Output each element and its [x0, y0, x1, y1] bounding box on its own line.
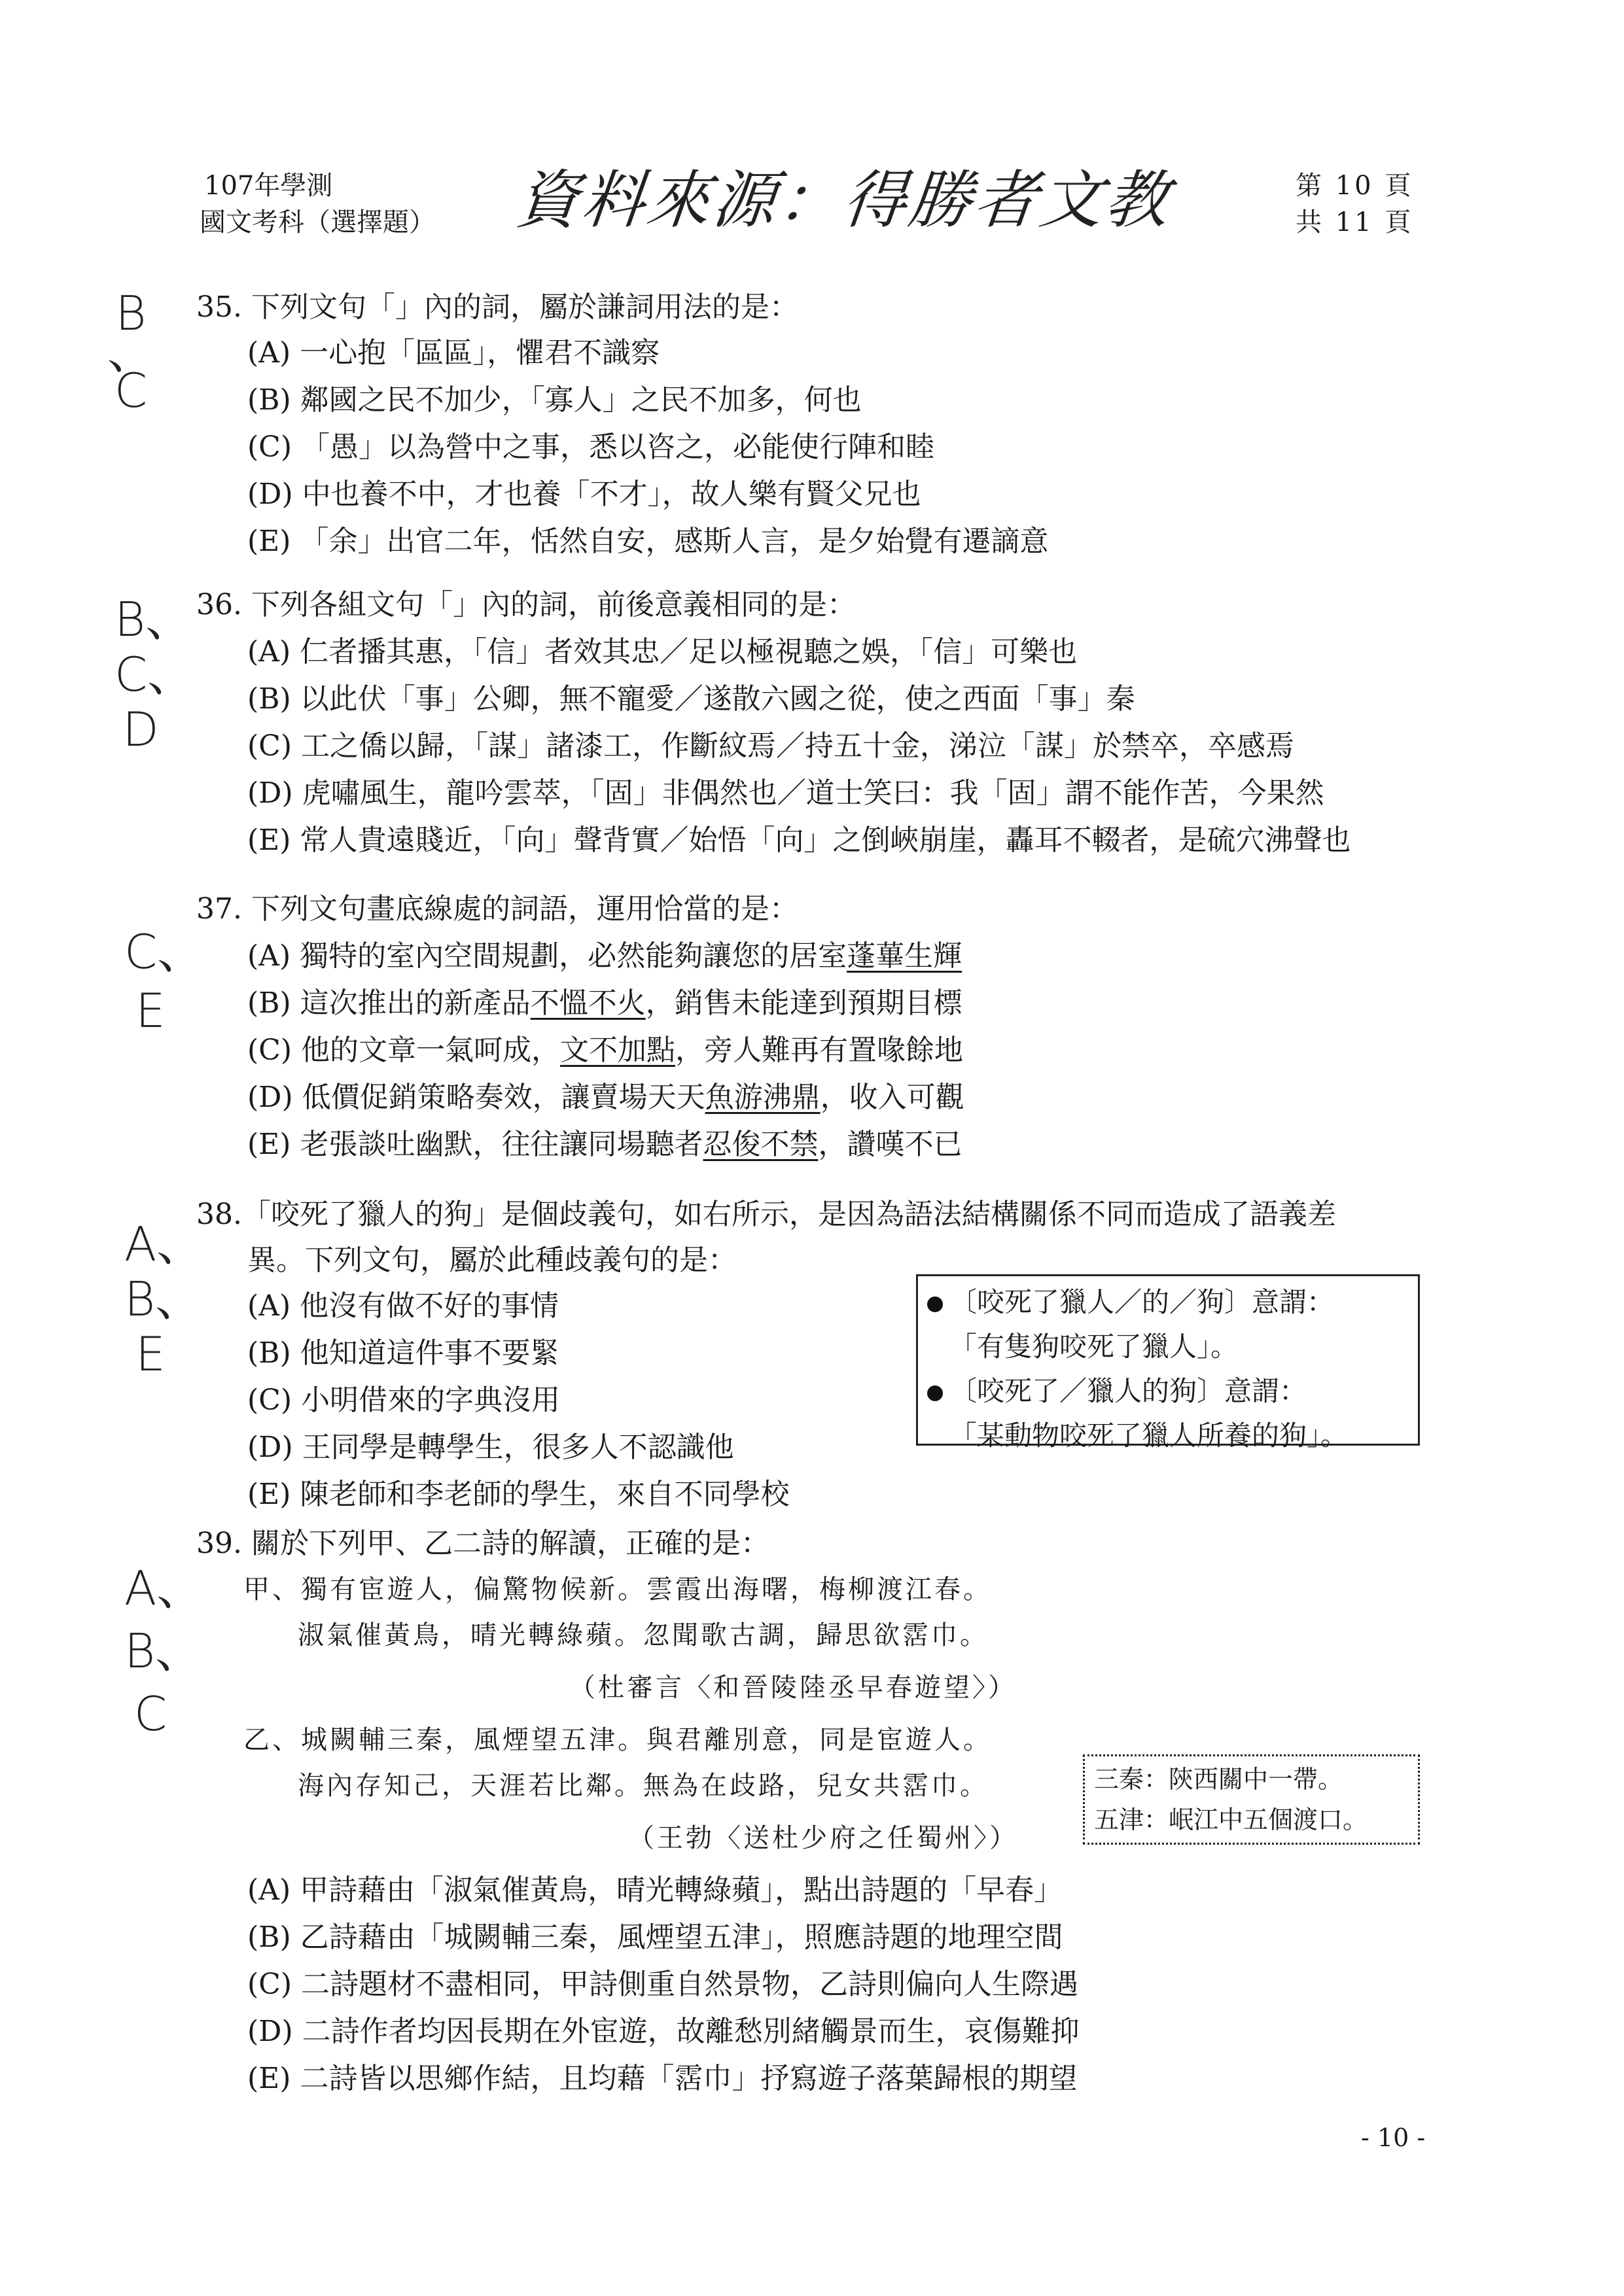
- box-line-1: 〔咬死了獵人／的／狗〕意謂：: [949, 1286, 1335, 1318]
- place-name-note-box: [1083, 1754, 1420, 1845]
- poem-yi-line2: 海內存知己，天涯若比鄰。無為在歧路，兒女共霑巾。: [298, 1771, 989, 1801]
- q36-option-d: (D) 虎嘯風生，龍吟雲萃，「固」非偶然也／道士笑曰：我「固」謂不能作苦，今果然: [247, 776, 1324, 810]
- question-37-stem: 37. 下列文句畫底線處的詞語，運用恰當的是：: [196, 892, 798, 926]
- answer-mark-q39: A、 B、 C: [124, 1561, 204, 1741]
- q38-option-a: (A) 他沒有做不好的事情: [247, 1289, 559, 1323]
- q38-option-c: (C) 小明借來的字典沒用: [247, 1383, 560, 1417]
- ambiguity-explanation-box: [916, 1274, 1420, 1452]
- q39-option-a: (A) 甲詩藉由「淑氣催黃鳥，晴光轉綠蘋」，點出詩題的「早春」: [247, 1873, 1063, 1907]
- answer-mark-q38: A、 B、 E: [124, 1217, 204, 1382]
- q37-option-b: (B) 這次推出的新產品不慍不火，銷售未能達到預期目標: [247, 986, 962, 1020]
- subject-title: 國文考科（選擇題）: [200, 207, 435, 237]
- q35-option-c: (C) 「愚」以為營中之事，悉以咨之，必能使行陣和睦: [247, 430, 934, 464]
- total-pages-label: 共 11 頁: [1296, 207, 1414, 237]
- q36-option-c: (C) 工之僑以歸，「謀」諸漆工，作斷紋焉／持五十金，涕泣「謀」於禁卒，卒感焉: [247, 729, 1294, 763]
- q35-option-e: (E) 「余」出官二年，恬然自安，感斯人言，是夕始覺有遷謫意: [247, 525, 1049, 558]
- poem-jia-line1: 甲、獨有宦遊人，偏驚物候新。雲霞出海曙，梅柳渡江春。: [243, 1574, 992, 1605]
- exam-year: 107年學測: [204, 171, 333, 201]
- note-line-1: 三秦：陝西關中一帶。: [1094, 1765, 1343, 1794]
- box-line-4: 「某動物咬死了獵人所養的狗」。: [949, 1419, 1349, 1452]
- q39-option-b: (B) 乙詩藉由「城闕輔三秦，風煙望五津」，照應詩題的地理空間: [247, 1921, 1063, 1954]
- q37-option-a: (A) 獨特的室內空間規劃，必然能夠讓您的居室蓬蓽生輝: [247, 939, 962, 973]
- q39-option-e: (E) 二詩皆以思鄉作結，且均藉「霑巾」抒寫遊子落葉歸根的期望: [247, 2062, 1078, 2095]
- answer-mark-q37: C、 E: [124, 924, 205, 1038]
- note-line-2: 五津：岷江中五個渡口。: [1094, 1805, 1368, 1834]
- poem-jia-line2: 淑氣催黃鳥，晴光轉綠蘋。忽聞歌古調，歸思欲霑巾。: [298, 1620, 989, 1650]
- question-39-stem: 39. 關於下列甲、乙二詩的解讀，正確的是：: [196, 1527, 769, 1560]
- poem-yi-line1: 乙、城闕輔三秦，風煙望五津。與君離別意，同是宦遊人。: [243, 1725, 992, 1755]
- q37-option-c: (C) 他的文章一氣呵成，文不加點，旁人難再有置喙餘地: [247, 1034, 963, 1067]
- question-38-stem-line2: 異。下列文句，屬於此種歧義句的是：: [247, 1244, 737, 1277]
- poem-jia-source: （杜審言〈和晉陵陸丞早春遊望〉）: [569, 1673, 1017, 1703]
- q35-option-d: (D) 中也養不中，才也養「不才」，故人樂有賢父兄也: [247, 478, 921, 511]
- page-label: 第 10 頁: [1296, 171, 1414, 201]
- q38-option-b: (B) 他知道這件事不要緊: [247, 1336, 559, 1370]
- box-line-2: 「有隻狗咬死了獵人」。: [949, 1331, 1239, 1363]
- bullet-icon: [927, 1385, 943, 1401]
- poem-yi-source: （王勃〈送杜少府之任蜀州〉）: [628, 1823, 1018, 1853]
- page-number: - 10 -: [1361, 2123, 1426, 2152]
- q38-option-d: (D) 王同學是轉學生，很多人不認識他: [247, 1431, 734, 1464]
- q35-option-b: (B) 鄰國之民不加少，「寡人」之民不加多，何也: [247, 383, 862, 417]
- q36-option-b: (B) 以此伏「事」公卿，無不寵愛／遂散六國之從，使之西面「事」秦: [247, 682, 1135, 716]
- q35-option-a: (A) 一心抱「區區」，懼君不識察: [247, 336, 660, 370]
- answer-mark-q36: B、 C、 D: [115, 592, 195, 757]
- answer-mark-q35: B 、 C: [107, 286, 154, 418]
- q39-option-d: (D) 二詩作者均因長期在外宦遊，故離愁別緒觸景而生，哀傷難抑: [247, 2015, 1080, 2048]
- box-line-3: 〔咬死了／獵人的狗〕意謂：: [949, 1375, 1307, 1407]
- handwritten-source-note: 資料來源：得勝者文教: [512, 164, 1175, 237]
- q36-option-a: (A) 仁者播其惠，「信」者效其忠／足以極視聽之娛，「信」可樂也: [247, 635, 1078, 669]
- question-38-stem-line1: 38.「咬死了獵人的狗」是個歧義句，如右所示，是因為語法結構關係不同而造成了語義差: [196, 1198, 1336, 1231]
- question-36-stem: 36. 下列各組文句「」內的詞，前後意義相同的是：: [196, 588, 856, 621]
- bullet-icon: [927, 1296, 943, 1312]
- q37-option-d: (D) 低價促銷策略奏效，讓賣場天天魚游沸鼎，收入可觀: [247, 1081, 964, 1114]
- q37-option-e: (E) 老張談吐幽默，往往讓同場聽者忍俊不禁，讚嘆不已: [247, 1128, 962, 1161]
- question-35-stem: 35. 下列文句「」內的詞，屬於謙詞用法的是：: [196, 290, 798, 324]
- q38-option-e: (E) 陳老師和李老師的學生，來自不同學校: [247, 1478, 790, 1511]
- q36-option-e: (E) 常人貴遠賤近，「向」聲背實／始悟「向」之倒峽崩崖，轟耳不輟者，是硫穴沸聲也: [247, 824, 1351, 857]
- q39-option-c: (C) 二詩題材不盡相同，甲詩側重自然景物，乙詩則偏向人生際遇: [247, 1968, 1078, 2001]
